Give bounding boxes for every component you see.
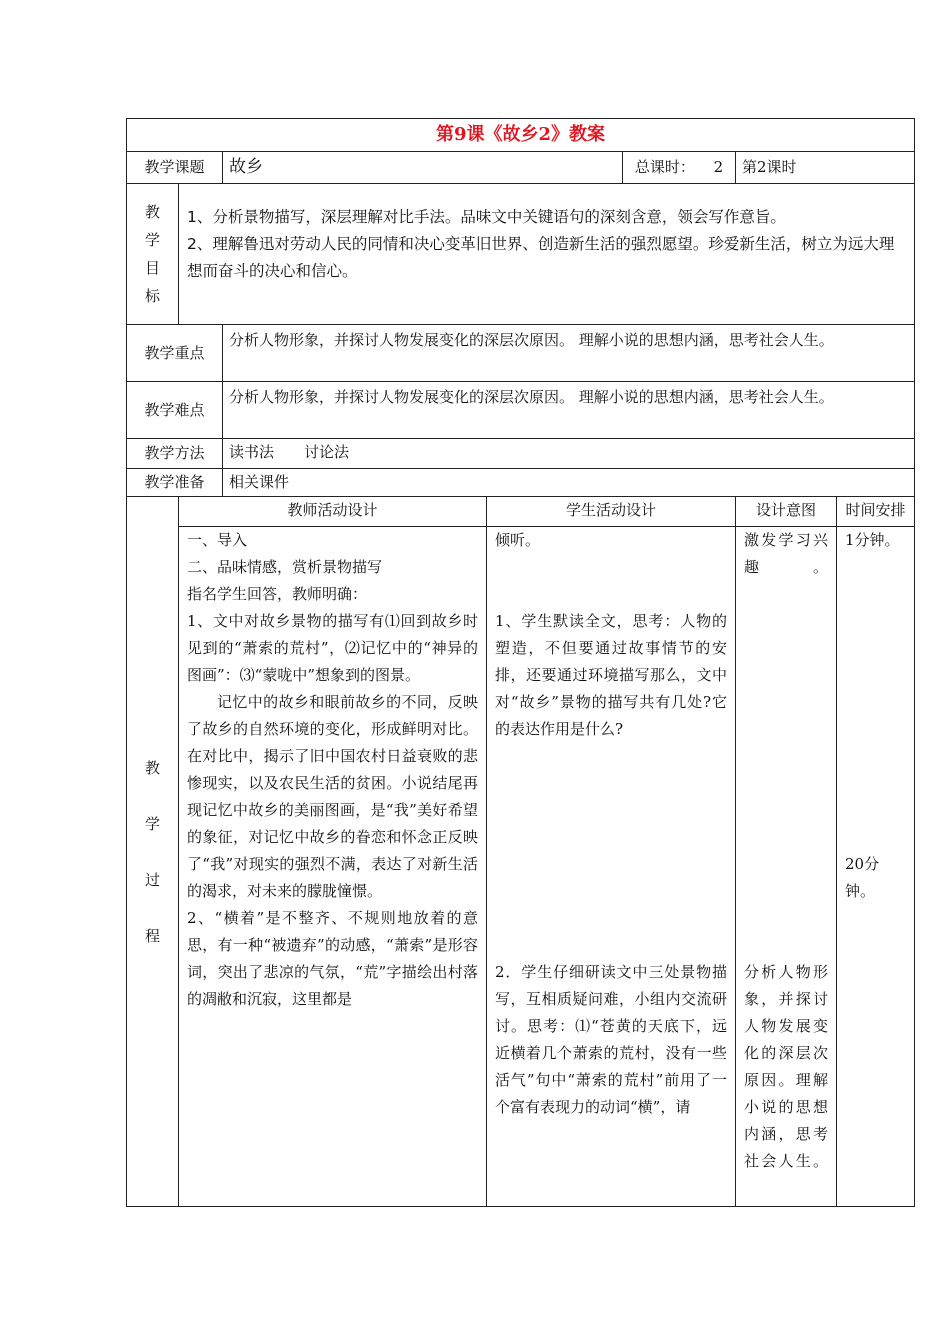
- process-label-char: 教: [144, 758, 160, 777]
- lesson-plan-table: [126, 118, 915, 1207]
- key-points-value: 分析人物形象，并探讨人物发展变化的深层次原因。 理解小说的思想内涵，思考社会人生。: [223, 325, 915, 382]
- student-paragraph: 1、学生默读全文，思考：人物的塑造，不但要通过故事情节的安排，还要通过环境描写那么，文中对“故乡”景物的描写共有几处?它的表达作用是什么?: [495, 612, 727, 738]
- preparation-value: 相关课件: [223, 469, 915, 497]
- key-points-label: 教学重点: [127, 325, 223, 382]
- topic-value: 故乡: [223, 152, 623, 184]
- goals-label-char: 学: [144, 231, 160, 249]
- teacher-paragraph: 记忆中的故乡和眼前故乡的不同，反映了故乡的自然环境的变化，形成鲜明对比。在对比中，揭示了旧中国农村日益衰败的悲惨现实，以及农民生活的贫困。小说结尾再现记忆中故乡的美丽图画，是“我”美好希望的象征，对记忆中故乡的眷恋和怀念正反映了“我”对现实的强烈不满，表达了对新生活的渴求，对未来的朦胧憧憬。: [187, 693, 478, 900]
- time-value: 20分钟。: [845, 855, 880, 900]
- goal-item: 1、分析景物描写，深层理解对比手法。品味文中关键语句的深刻含意，领会写作意旨。: [187, 208, 786, 226]
- document-title: 第9课《故乡2》教案: [127, 119, 915, 152]
- teacher-activities: [179, 527, 487, 1207]
- design-intent: [736, 527, 837, 1207]
- student-header: 学生活动设计: [487, 497, 736, 527]
- methods-label: 教学方法: [127, 439, 223, 469]
- teacher-paragraph: 指名学生回答，教师明确：: [187, 585, 368, 603]
- process-label-char: 程: [144, 926, 160, 945]
- intent-paragraph: 分析人物形象，并探讨人物发展变化的深层次原因。理解小说的思想内涵，思考社会人生。: [744, 963, 828, 1170]
- student-paragraph: 倾听。: [495, 531, 541, 549]
- difficulties-value: 分析人物形象，并探讨人物发展变化的深层次原因。 理解小说的思想内涵，思考社会人生。: [223, 382, 915, 439]
- goals-label-char: 教: [144, 203, 160, 221]
- process-label: [127, 497, 179, 1207]
- total-hours-value: 2: [713, 158, 724, 176]
- topic-label: 教学课题: [127, 152, 223, 184]
- difficulties-label: 教学难点: [127, 382, 223, 439]
- goal-item: 2、理解鲁迅对劳动人民的同情和决心变革旧世界、创造新生活的强烈愿望。珍爱新生活，树立为远大理想而奋斗的决心和信心。: [187, 235, 895, 280]
- process-label-char: 学: [144, 814, 160, 833]
- student-activities: [487, 527, 736, 1207]
- goals-label-char: 目: [144, 259, 160, 277]
- teacher-paragraph: 二、品味情感，赏析景物描写: [187, 558, 383, 576]
- intent-header: 设计意图: [736, 497, 837, 527]
- time-header: 时间安排: [837, 497, 915, 527]
- teacher-paragraph: 2、“横着”是不整齐、不规则地放着的意思，有一种“被遗弃”的动感，“萧索”是形容词，突出了悲凉的气氛，“荒”字描绘出村落的凋敝和沉寂，这里都是: [187, 909, 478, 1008]
- teacher-paragraph: 一、导入: [187, 531, 248, 549]
- goals-label: [127, 184, 179, 325]
- methods-value: 读书法 讨论法: [223, 439, 915, 469]
- total-hours-cell: [623, 152, 736, 184]
- intent-paragraph: 激发学习兴趣。: [744, 531, 828, 576]
- lesson-plan-document: [126, 118, 914, 1207]
- student-paragraph: 2．学生仔细研读文中三处景物描写，互相质疑问难，小组内交流研讨。思考：⑴“苍黄的天底下，远近横着几个萧索的荒村，没有一些活气”句中“萧索的荒村”前用了一个富有表现力的动词“横”，请: [495, 963, 727, 1116]
- lesson-number: 第2课时: [736, 152, 915, 184]
- time-value: 1分钟。: [845, 531, 900, 549]
- goals-content: [179, 184, 915, 325]
- teacher-paragraph: 1、文中对故乡景物的描写有⑴回到故乡时见到的“萧索的荒村”，⑵记忆中的“神异的图画”：⑶“蒙咙中”想象到的图景。: [187, 612, 478, 684]
- teacher-header: 教师活动设计: [179, 497, 487, 527]
- preparation-label: 教学准备: [127, 469, 223, 497]
- process-label-char: 过: [144, 870, 160, 889]
- total-hours-label: 总课时：: [634, 158, 695, 176]
- goals-label-char: 标: [144, 287, 160, 305]
- time-arrangement: [837, 527, 915, 1207]
